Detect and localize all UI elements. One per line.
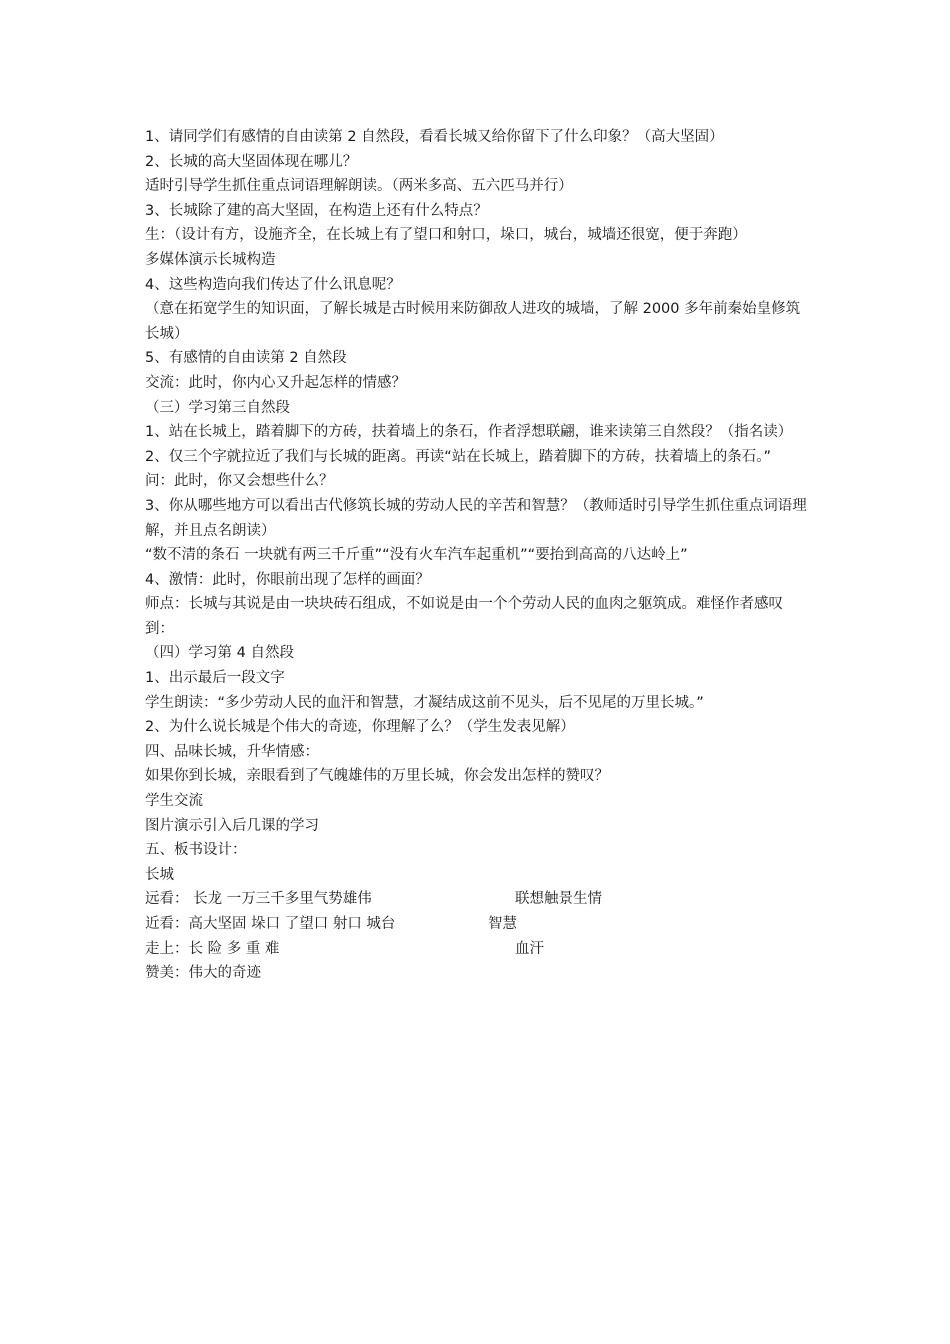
board-row-main: 近看：高大坚固 垛口 了望口 射口 城台: [145, 916, 396, 932]
board-row-praise: [145, 961, 810, 986]
board-row-main: 远看： 长龙 一万三千多里气势雄伟: [145, 891, 372, 908]
board-row-note: 联想触景生情: [515, 891, 602, 908]
paragraph-3: 适时引导学生抓住重点词语理解朗读。（两米多高、五六匹马并行）: [145, 178, 573, 195]
section-heading-four: 四、品味长城，升华情感：: [145, 743, 319, 760]
section-heading-3: （三）学习第三自然段: [145, 399, 290, 416]
paragraph-26: 图片演示引入后几课的学习: [145, 817, 319, 834]
paragraph-7: 4、这些构造向我们传达了什么讯息呢？: [145, 276, 401, 293]
paragraph-8: （意在拓宽学生的知识面，了解长城是古时候用来防御敌人进攻的城墙，了解 2000 多年前秦始皇修筑长城）: [145, 301, 801, 342]
paragraph-5: 生：（设计有方，设施齐全，在长城上有了望口和射口，垛口，城台，城墙还很宽，便于奔跑）: [145, 227, 747, 244]
board-title: 长城: [145, 866, 174, 883]
section-heading-five: 五、板书设计：: [145, 842, 247, 859]
board-row-far: [145, 887, 810, 912]
paragraph-4: 3、长城除了建的高大坚固，在构造上还有什么特点？: [145, 202, 488, 219]
paragraph-13: 2、仅三个字就拉近了我们与长城的距离。再读“站在长城上，踏着脚下的方砖，扶着墙上的条石。”: [145, 448, 771, 465]
board-row-walk: [145, 937, 810, 962]
paragraph-21: 学生朗读：“多少劳动人民的血汗和智慧，才凝结成这前不见头，后不见尾的万里长城。”: [145, 694, 704, 711]
paragraph-2: 2、长城的高大坚固体现在哪儿？: [145, 153, 358, 170]
paragraph-9: 5、有感情的自由读第 2 自然段: [145, 350, 347, 367]
lesson-plan-document: [145, 125, 810, 986]
paragraph-14: 问：此时，你又会想些什么？: [145, 473, 334, 490]
board-row-main: 走上：长 险 多 重 难: [145, 940, 280, 957]
paragraph-12: 1、站在长城上，踏着脚下的方砖，扶着墙上的条石，作者浮想联翩，谁来读第三自然段？（指名读）: [145, 424, 793, 441]
paragraph-15: 3、你从哪些地方可以看出古代修筑长城的劳动人民的辛苦和智慧？（教师适时引导学生抓住重点词语理解，并且点名朗读）: [145, 497, 807, 539]
paragraph-10: 交流：此时，你内心又升起怎样的情感？: [145, 374, 406, 391]
paragraph-20: 1、出示最后一段文字: [145, 670, 285, 687]
paragraph-18: 师点：长城与其说是由一块块砖石组成，不如说是由一个个劳动人民的血肉之躯筑成。难怪作者感叹到：: [145, 596, 783, 637]
paragraph-17: 4、激情：此时，你眼前出现了怎样的画面？: [145, 571, 430, 588]
paragraph-16: “数不清的条石 一块就有两三千斤重”“没有火车汽车起重机”“要抬到高高的八达岭上”: [145, 547, 688, 564]
board-row-note: 血汗: [515, 940, 544, 957]
board-row-main: 赞美：伟大的奇迹: [145, 965, 261, 982]
paragraph-6: 多媒体演示长城构造: [145, 251, 276, 268]
paragraph-1: 1、请同学们有感情的自由读第 2 自然段，看看长城又给你留下了什么印象？（高大坚固）: [145, 129, 724, 145]
board-row-note: 智慧: [488, 916, 517, 932]
paragraph-24: 如果你到长城，亲眼看到了气魄雄伟的万里长城，你会发出怎样的赞叹？: [145, 768, 609, 785]
section-heading-4: （四）学习第 4 自然段: [145, 645, 294, 662]
board-row-near: [145, 912, 810, 937]
paragraph-22: 2、为什么说长城是个伟大的奇迹，你理解了么？（学生发表见解）: [145, 719, 575, 736]
paragraph-25: 学生交流: [145, 793, 203, 810]
